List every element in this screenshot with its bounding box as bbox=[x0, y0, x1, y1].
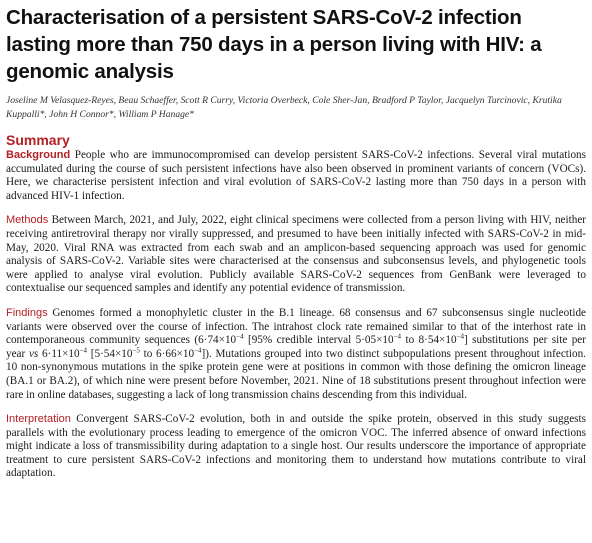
findings-text: ] substitutions per site per year bbox=[6, 334, 586, 360]
findings-section bbox=[6, 307, 586, 402]
methods-section bbox=[6, 214, 586, 296]
methods-label: Methods bbox=[6, 214, 49, 227]
author-list: Joseline M Velasquez-Reyes, Beau Schaeffer, Scott R Curry, Victoria Overbeck, Cole Sher-Jan, Bradford P Taylor, Jacquelyn Turcinovic, Krutika Kuppalli*, John H Connor*, William P Hanage* bbox=[6, 95, 562, 120]
background-label: Background bbox=[6, 149, 71, 161]
findings-text: ]). Mutations grouped into two distinct subpopulations present throughout infection. 10 non-synonymous mutations in the spike protein gene were at positions in common with those defining the omicron lineage (BA.1 or BA.2), of which nine were present before November, 2021. Nine of 18 substitutions present throughout infection were rare in online databases, suggesting a lack of long transmission chains descending from this individual. bbox=[6, 347, 586, 401]
interpretation-section bbox=[6, 413, 586, 481]
interpretation-label: Interpretation bbox=[6, 413, 71, 426]
findings-text: [5·54×10 bbox=[87, 347, 133, 360]
interpretation-text: Convergent SARS-CoV-2 evolution, both in and outside the spike protein, observed in this study suggests parallels with the evolutionary process leading to emergence of the omicron VOC. The inferred absence of onward infections might indicate a loss of transmissibility during adaptation to a single host. Our results underscore the importance of appropriate treatment to cure persistent SARS-CoV-2 infections and monitoring them to understand how mutations contribute to viral adaptation. bbox=[6, 413, 586, 480]
findings-text: 6·11×10 bbox=[38, 347, 80, 360]
findings-text: Genomes formed a monophyletic cluster in the B.1 lineage. 68 consensus and 67 subconsensus single nucleotide variants were observed over the course of infection. The intrahost clock rate remained similar to that of the interhost rate in contemporaneous community sequences (6·74×10 bbox=[6, 306, 587, 347]
background-section bbox=[6, 149, 586, 203]
findings-vs: vs bbox=[28, 347, 39, 360]
exponent: −4 bbox=[79, 345, 88, 354]
summary-heading: Summary bbox=[6, 132, 70, 148]
exponent: −4 bbox=[194, 345, 202, 354]
findings-label: Findings bbox=[6, 306, 48, 319]
exponent: −4 bbox=[393, 332, 402, 341]
exponent: −4 bbox=[456, 332, 465, 341]
exponent: −5 bbox=[132, 345, 140, 354]
article-title: Characterisation of a persistent SARS-CoV-2 infection lasting more than 750 days in a person living with HIV: a genomic analysis bbox=[6, 6, 542, 83]
methods-text: Between March, 2021, and July, 2022, eight clinical specimens were collected from a person living with HIV, neither receiving antiretroviral therapy nor virally suppressed, and presumed to have been initially infected with SARS-CoV-2 in mid-May, 2020. Viral RNA was extracted from each swab and an amplicon-based sequencing approach was used for genomic analysis of SARS-CoV-2. Variable sites were characterised at the consensus and subconsensus levels, and phylogenetic tools were applied to analyse viral evolution. Publicly available SARS-CoV-2 sequences from GenBank were leveraged to contextualise our sequenced samples and identify any potential evidence of transmission. bbox=[6, 214, 587, 295]
findings-text: to 6·66×10 bbox=[139, 347, 195, 360]
findings-text: to 8·54×10 bbox=[401, 334, 457, 347]
findings-text: [95% credible interval 5·05×10 bbox=[243, 334, 394, 347]
exponent: −4 bbox=[236, 332, 244, 341]
background-text: People who are immunocompromised can develop persistent SARS-CoV-2 infections. Several viral mutations accumulated during the course of such persistent infections have also been observed in prominent variants of concern (VOCs). Here, we characterise persistent infection and viral evolution of SARS-CoV-2 lasting more than 750 days in a person with advanced HIV-1 infection. bbox=[6, 149, 587, 202]
